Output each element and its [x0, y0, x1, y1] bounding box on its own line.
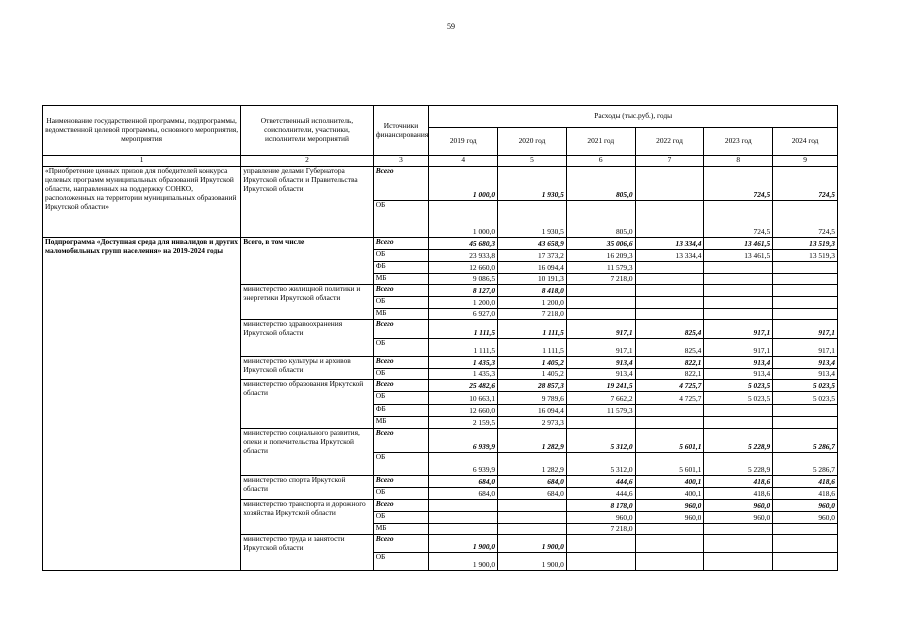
value-cell: 917,1: [773, 339, 838, 357]
value-cell: 822,1: [635, 369, 704, 380]
value-cell: 684,0: [429, 476, 498, 488]
value-cell: 1 111,5: [498, 320, 567, 339]
value-cell: 45 680,3: [429, 238, 498, 250]
value-cell: 400,1: [635, 476, 704, 488]
executor-name: министерство культуры и архивов Иркутской области: [241, 357, 373, 380]
table-row: [43, 167, 838, 201]
value-cell: 1 282,9: [498, 429, 567, 453]
executor-name: министерство здравоохранения Иркутской области: [241, 320, 373, 357]
value-cell: [429, 512, 498, 524]
subprogram-name: Подпрограмма «Доступная среда для инвалидов и других маломобильных групп населения» на 2019-2024 годы: [43, 238, 241, 571]
header-year: 2020 год: [498, 128, 567, 156]
value-cell: 7 662,2: [566, 392, 635, 405]
value-cell: 43 658,9: [498, 238, 567, 250]
value-cell: 444,6: [566, 488, 635, 500]
value-cell: 917,1: [566, 320, 635, 339]
value-cell: [635, 167, 704, 201]
value-cell: 5 601,1: [635, 453, 704, 476]
executor-name: управление делами Губернатора Иркутской области и Правительства Иркутской области: [241, 167, 373, 238]
value-cell: [704, 262, 773, 274]
column-number: 6: [566, 156, 635, 167]
value-cell: 822,1: [635, 357, 704, 369]
value-cell: 960,0: [704, 512, 773, 524]
value-cell: 13 519,3: [773, 250, 838, 262]
value-cell: 960,0: [566, 512, 635, 524]
value-cell: 1 111,5: [429, 339, 498, 357]
value-cell: [429, 524, 498, 535]
value-cell: [773, 417, 838, 429]
value-cell: 6 939,9: [429, 429, 498, 453]
value-cell: 13 334,4: [635, 238, 704, 250]
source-cell: Всего: [373, 476, 429, 488]
value-cell: [773, 535, 838, 553]
header-year: 2024 год: [773, 128, 838, 156]
value-cell: [773, 262, 838, 274]
value-cell: [635, 405, 704, 417]
executor-name: министерство образования Иркутской области: [241, 380, 373, 429]
value-cell: [498, 524, 567, 535]
source-cell: МБ: [373, 274, 429, 285]
source-cell: МБ: [373, 524, 429, 535]
column-number: 4: [429, 156, 498, 167]
value-cell: 10 663,1: [429, 392, 498, 405]
value-cell: 28 857,3: [498, 380, 567, 392]
value-cell: 917,1: [704, 339, 773, 357]
source-cell: Всего: [373, 238, 429, 250]
value-cell: 913,4: [704, 357, 773, 369]
value-cell: 13 334,4: [635, 250, 704, 262]
value-cell: 7 218,0: [498, 309, 567, 320]
value-cell: 13 519,3: [773, 238, 838, 250]
header-program: Наименование государственной программы, подпрограммы, ведомственной целевой программы, основного мероприятия, мероприятия: [43, 106, 241, 156]
header-year: 2019 год: [429, 128, 498, 156]
value-cell: 825,4: [635, 320, 704, 339]
value-cell: 5 228,9: [704, 453, 773, 476]
value-cell: [773, 553, 838, 571]
value-cell: 444,6: [566, 476, 635, 488]
value-cell: 913,4: [566, 369, 635, 380]
value-cell: 5 312,0: [566, 453, 635, 476]
value-cell: 6 927,0: [429, 309, 498, 320]
source-cell: ОБ: [373, 553, 429, 571]
value-cell: [635, 553, 704, 571]
value-cell: 5 312,0: [566, 429, 635, 453]
value-cell: [773, 285, 838, 297]
value-cell: 1 435,3: [429, 357, 498, 369]
value-cell: [704, 553, 773, 571]
value-cell: 16 094,4: [498, 405, 567, 417]
source-cell: ОБ: [373, 488, 429, 500]
value-cell: 5 286,7: [773, 429, 838, 453]
column-number: 7: [635, 156, 704, 167]
source-cell: ОБ: [373, 339, 429, 357]
source-cell: МБ: [373, 417, 429, 429]
value-cell: 400,1: [635, 488, 704, 500]
value-cell: [773, 274, 838, 285]
value-cell: 12 660,0: [429, 262, 498, 274]
value-cell: 23 933,8: [429, 250, 498, 262]
value-cell: 16 209,3: [566, 250, 635, 262]
source-cell: ОБ: [373, 297, 429, 309]
value-cell: 1 435,3: [429, 369, 498, 380]
header-expenses: Расходы (тыс.руб.), годы: [429, 106, 838, 128]
value-cell: [498, 500, 567, 512]
value-cell: 1 111,5: [429, 320, 498, 339]
value-cell: 960,0: [635, 500, 704, 512]
value-cell: 8 418,0: [498, 285, 567, 297]
value-cell: 1 282,9: [498, 453, 567, 476]
value-cell: [635, 417, 704, 429]
value-cell: 1 200,0: [498, 297, 567, 309]
source-cell: Всего: [373, 429, 429, 453]
value-cell: 418,6: [773, 476, 838, 488]
value-cell: 1 405,2: [498, 357, 567, 369]
value-cell: 2 973,3: [498, 417, 567, 429]
column-number: 5: [498, 156, 567, 167]
value-cell: [566, 309, 635, 320]
value-cell: 1 900,0: [498, 535, 567, 553]
value-cell: 960,0: [704, 500, 773, 512]
header-year: 2023 год: [704, 128, 773, 156]
source-cell: ОБ: [373, 392, 429, 405]
source-cell: МБ: [373, 309, 429, 320]
table-row: [43, 238, 838, 250]
value-cell: 16 094,4: [498, 262, 567, 274]
value-cell: [773, 405, 838, 417]
source-cell: ОБ: [373, 453, 429, 476]
value-cell: [566, 417, 635, 429]
value-cell: 9 789,6: [498, 392, 567, 405]
executor-name: министерство жилищной политики и энергетики Иркутской области: [241, 285, 373, 320]
value-cell: 1 111,5: [498, 339, 567, 357]
value-cell: 917,1: [773, 320, 838, 339]
value-cell: 805,0: [566, 167, 635, 201]
source-cell: ФБ: [373, 405, 429, 417]
source-cell: Всего: [373, 500, 429, 512]
executor-name: министерство труда и занятости Иркутской области: [241, 535, 373, 571]
value-cell: [704, 309, 773, 320]
value-cell: 724,5: [773, 167, 838, 201]
source-cell: ОБ: [373, 369, 429, 380]
source-cell: Всего: [373, 535, 429, 553]
value-cell: 5 023,5: [704, 392, 773, 405]
value-cell: [773, 309, 838, 320]
value-cell: 913,4: [704, 369, 773, 380]
column-number: 9: [773, 156, 838, 167]
value-cell: 960,0: [773, 500, 838, 512]
value-cell: 4 725,7: [635, 380, 704, 392]
value-cell: 4 725,7: [635, 392, 704, 405]
value-cell: 19 241,5: [566, 380, 635, 392]
value-cell: 960,0: [773, 512, 838, 524]
value-cell: 8 127,0: [429, 285, 498, 297]
value-cell: [566, 297, 635, 309]
value-cell: 805,0: [566, 201, 635, 238]
value-cell: [635, 285, 704, 297]
value-cell: [704, 417, 773, 429]
executor-name: министерство спорта Иркутской области: [241, 476, 373, 500]
value-cell: 1 000,0: [429, 201, 498, 238]
value-cell: 25 482,6: [429, 380, 498, 392]
value-cell: [635, 309, 704, 320]
source-cell: Всего: [373, 320, 429, 339]
value-cell: 5 228,9: [704, 429, 773, 453]
value-cell: 913,4: [773, 357, 838, 369]
value-cell: 1 900,0: [429, 535, 498, 553]
column-number: 1: [43, 156, 241, 167]
value-cell: 11 579,3: [566, 262, 635, 274]
source-cell: ОБ: [373, 512, 429, 524]
value-cell: 684,0: [498, 476, 567, 488]
header-year: 2022 год: [635, 128, 704, 156]
value-cell: 1 900,0: [429, 553, 498, 571]
value-cell: 6 939,9: [429, 453, 498, 476]
source-cell: ФБ: [373, 262, 429, 274]
value-cell: [635, 297, 704, 309]
value-cell: 913,4: [773, 369, 838, 380]
header-year: 2021 год: [566, 128, 635, 156]
value-cell: 1 200,0: [429, 297, 498, 309]
value-cell: 9 086,5: [429, 274, 498, 285]
column-number: 3: [373, 156, 429, 167]
value-cell: 13 461,5: [704, 238, 773, 250]
program-name: «Приобретение ценных призов для победителей конкурса целевых программ муниципальных образований Иркутской области, направленных на поддержку СОНКО, расположенных на территории муниципальных образований Иркутской области»: [43, 167, 241, 238]
value-cell: 2 159,5: [429, 417, 498, 429]
value-cell: 1 930,5: [498, 201, 567, 238]
header-executor: Ответственный исполнитель, соисполнители, участники, исполнители мероприятий: [241, 106, 373, 156]
value-cell: 917,1: [704, 320, 773, 339]
value-cell: [635, 262, 704, 274]
value-cell: 11 579,3: [566, 405, 635, 417]
value-cell: 5 023,5: [704, 380, 773, 392]
value-cell: 1 930,5: [498, 167, 567, 201]
source-cell: Всего: [373, 380, 429, 392]
value-cell: [566, 535, 635, 553]
expenses-table: [42, 105, 838, 571]
value-cell: 5 023,5: [773, 392, 838, 405]
value-cell: 684,0: [429, 488, 498, 500]
value-cell: [635, 524, 704, 535]
column-number: 2: [241, 156, 373, 167]
value-cell: 913,4: [566, 357, 635, 369]
value-cell: 8 178,0: [566, 500, 635, 512]
value-cell: 5 023,5: [773, 380, 838, 392]
value-cell: 418,6: [704, 488, 773, 500]
value-cell: [635, 201, 704, 238]
value-cell: 724,5: [704, 201, 773, 238]
executor-name: Всего, в том числе: [241, 238, 373, 285]
value-cell: 724,5: [773, 201, 838, 238]
value-cell: 418,6: [773, 488, 838, 500]
source-cell: Всего: [373, 357, 429, 369]
value-cell: [429, 500, 498, 512]
value-cell: 7 218,0: [566, 274, 635, 285]
value-cell: [566, 285, 635, 297]
value-cell: [704, 297, 773, 309]
page-number: 59: [447, 22, 455, 31]
value-cell: [704, 524, 773, 535]
value-cell: 1 000,0: [429, 167, 498, 201]
value-cell: [704, 535, 773, 553]
source-cell: ОБ: [373, 201, 429, 238]
executor-name: министерство транспорта и дорожного хозяйства Иркутской области: [241, 500, 373, 535]
value-cell: [704, 274, 773, 285]
value-cell: [704, 405, 773, 417]
value-cell: 35 006,6: [566, 238, 635, 250]
value-cell: 17 373,2: [498, 250, 567, 262]
value-cell: 418,6: [704, 476, 773, 488]
executor-name: министерство социального развития, опеки и попечительства Иркутской области: [241, 429, 373, 476]
value-cell: 1 405,2: [498, 369, 567, 380]
value-cell: 684,0: [498, 488, 567, 500]
value-cell: 724,5: [704, 167, 773, 201]
value-cell: 13 461,5: [704, 250, 773, 262]
value-cell: [635, 535, 704, 553]
value-cell: 1 900,0: [498, 553, 567, 571]
source-cell: Всего: [373, 167, 429, 201]
value-cell: [773, 297, 838, 309]
column-number: 8: [704, 156, 773, 167]
value-cell: 5 286,7: [773, 453, 838, 476]
value-cell: [704, 285, 773, 297]
value-cell: 917,1: [566, 339, 635, 357]
source-cell: Всего: [373, 285, 429, 297]
value-cell: [498, 512, 567, 524]
value-cell: 825,4: [635, 339, 704, 357]
value-cell: [566, 553, 635, 571]
value-cell: 5 601,1: [635, 429, 704, 453]
value-cell: 7 218,0: [566, 524, 635, 535]
value-cell: 10 191,3: [498, 274, 567, 285]
value-cell: 960,0: [635, 512, 704, 524]
header-source: Источники финансирования: [373, 106, 429, 156]
value-cell: [635, 274, 704, 285]
value-cell: [773, 524, 838, 535]
source-cell: ОБ: [373, 250, 429, 262]
value-cell: 12 660,0: [429, 405, 498, 417]
